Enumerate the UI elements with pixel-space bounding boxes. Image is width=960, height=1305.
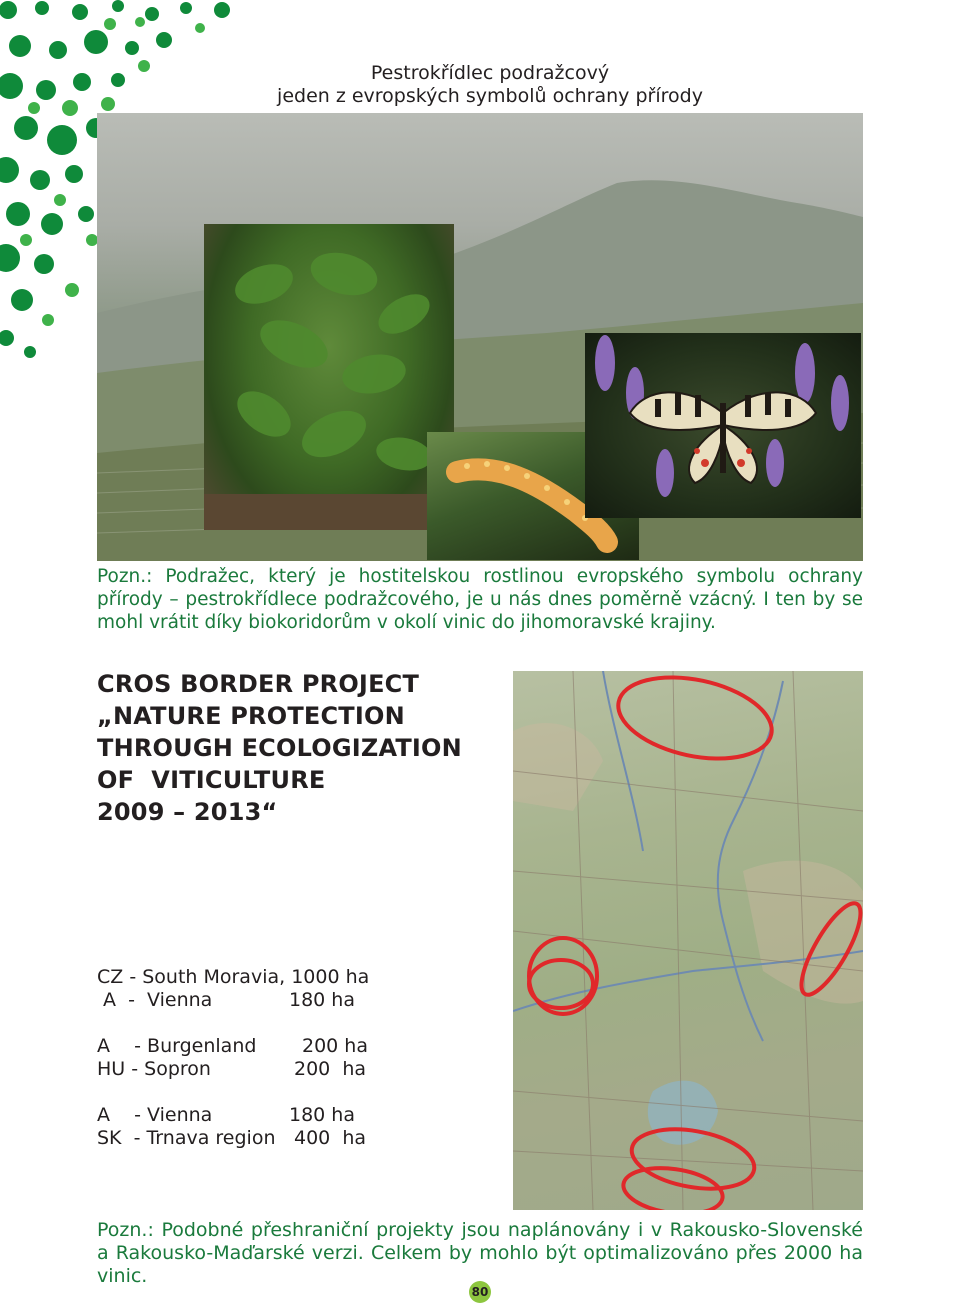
note-host-plant: Pozn.: Podražec, který je hostitelskou rostlinou evropského symbolu ochrany přírody – pestrokřídlece podražcového, je u nás dnes poměrně vzácný. I ten by se mohl vrátit díky biokoridorům v okolí vinic do jihomoravské krajiny.	[97, 566, 863, 633]
map-circle-south-moravia	[611, 671, 779, 771]
region-map	[513, 671, 863, 1210]
project-title-line-5: 2009 – 2013“	[97, 798, 278, 826]
stats-label: A - Vienna	[97, 989, 213, 1011]
stats-label: HU - Sopron	[97, 1058, 211, 1080]
project-area-list	[97, 966, 417, 1150]
stats-row-cz	[97, 966, 417, 989]
stats-row-hu-sopron	[97, 1058, 417, 1081]
stats-value: 400 ha	[294, 1127, 367, 1149]
map-illustration	[513, 671, 863, 1210]
map-circle-sopron	[620, 1162, 725, 1210]
stats-row-a-vienna	[97, 989, 417, 1012]
stats-value: 180 ha	[289, 1104, 355, 1126]
project-title-line-4: OF VITICULTURE	[97, 766, 326, 794]
stats-label: A - Vienna	[97, 1104, 213, 1126]
stats-value: 200 ha	[302, 1035, 368, 1057]
project-title-line-3: THROUGH ECOLOGIZATION	[97, 734, 462, 762]
host-plant-photo	[204, 224, 454, 530]
page-number: 80	[469, 1281, 491, 1303]
caption-line-1: Pestrokřídlec podražcový	[370, 62, 610, 84]
project-title-line-1: CROS BORDER PROJECT	[97, 670, 420, 698]
project-title-line-2: „NATURE PROTECTION	[97, 702, 405, 730]
stats-value: 180 ha	[289, 989, 355, 1011]
photo-caption	[200, 62, 780, 108]
stats-label: SK - Trnava region	[97, 1127, 276, 1149]
stats-label: CZ - South Moravia, 1000 ha	[97, 966, 370, 988]
project-title	[97, 668, 497, 828]
stats-label: A - Burgenland	[97, 1035, 257, 1057]
stats-row-sk-trnava	[97, 1127, 417, 1150]
stats-value: 200 ha	[294, 1058, 367, 1080]
stats-row-a-burgenland	[97, 1035, 417, 1058]
butterfly-photo	[585, 333, 861, 518]
stats-row-a-vienna-2	[97, 1104, 417, 1127]
note-cross-border-projects: Pozn.: Podobné přeshraniční projekty jsou naplánovány i v Rakousko-Slovenské a Rakousko-Maďarské verzi. Celkem by mohlo být optimalizováno přes 2000 ha vinic.	[97, 1219, 863, 1287]
map-circle-vienna-2	[529, 960, 593, 1008]
plant-leaves-illustration	[204, 224, 454, 530]
butterfly-illustration	[585, 333, 861, 518]
caption-line-2: jeden z evropských symbolů ochrany přírody	[277, 85, 703, 107]
